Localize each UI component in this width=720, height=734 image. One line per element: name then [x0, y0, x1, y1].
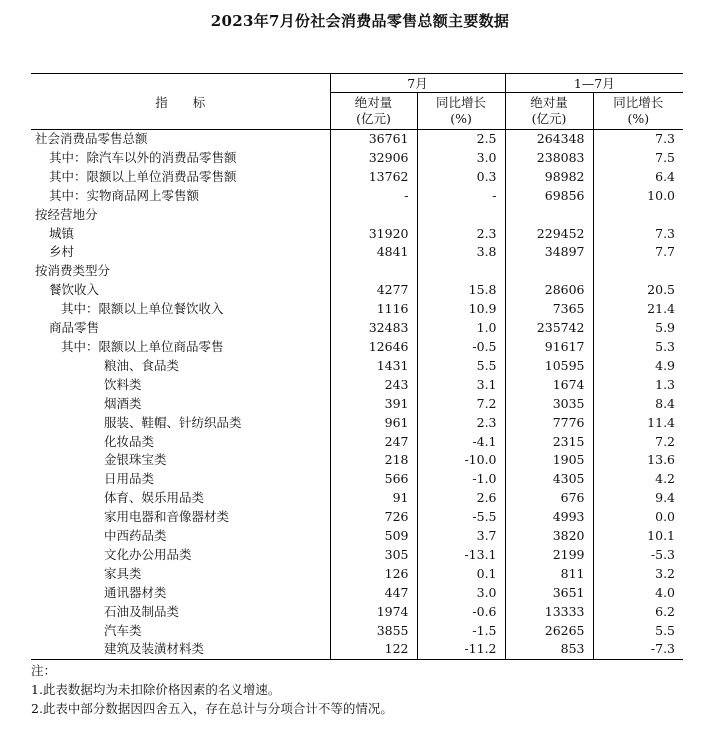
table-row: [31, 300, 683, 319]
table-row: [31, 414, 683, 433]
value-cell: 13762: [330, 168, 417, 187]
value-cell: 7.3: [593, 130, 683, 149]
table-row: [31, 319, 683, 338]
value-cell: 4841: [330, 243, 417, 262]
table-row: [31, 376, 683, 395]
value-cell: 3820: [505, 527, 593, 546]
value-cell: 3.7: [417, 527, 505, 546]
value-cell: 32906: [330, 149, 417, 168]
notes-heading: 注：: [31, 663, 57, 678]
value-cell: 91: [330, 489, 417, 508]
value-cell: [505, 262, 593, 281]
value-cell: 305: [330, 546, 417, 565]
value-cell: 235742: [505, 319, 593, 338]
value-cell: 34897: [505, 243, 593, 262]
value-cell: 238083: [505, 149, 593, 168]
value-cell: -7.3: [593, 640, 683, 659]
row-label: 饮料类: [104, 376, 142, 392]
value-cell: 1431: [330, 357, 417, 376]
value-cell: 566: [330, 470, 417, 489]
value-cell: 4.9: [593, 357, 683, 376]
value-cell: 243: [330, 376, 417, 395]
value-cell: 5.3: [593, 338, 683, 357]
table-row: [31, 149, 683, 168]
value-cell: 5.5: [593, 622, 683, 641]
col-abs-unit: (亿元): [531, 111, 567, 126]
row-label: 烟酒类: [104, 395, 142, 411]
value-cell: 218: [330, 451, 417, 470]
value-cell: 4305: [505, 470, 593, 489]
value-cell: 98982: [505, 168, 593, 187]
indicator-header-label: 指 标: [155, 94, 206, 110]
value-cell: 247: [330, 433, 417, 452]
value-cell: [417, 262, 505, 281]
value-cell: [593, 262, 683, 281]
row-label: 按消费类型分: [35, 263, 111, 279]
value-cell: 1674: [505, 376, 593, 395]
page-title: 2023年7月份社会消费品零售总额主要数据: [210, 12, 510, 30]
table-row: [31, 565, 683, 584]
group-july-header: 7月: [330, 74, 505, 93]
value-cell: 28606: [505, 281, 593, 300]
value-cell: 2199: [505, 546, 593, 565]
value-cell: 7.3: [593, 225, 683, 244]
value-cell: 4.0: [593, 584, 683, 603]
value-cell: 3855: [330, 622, 417, 641]
indicator-header: [31, 74, 330, 130]
value-cell: 2315: [505, 433, 593, 452]
value-cell: 7.7: [593, 243, 683, 262]
value-cell: 264348: [505, 130, 593, 149]
value-cell: 20.5: [593, 281, 683, 300]
value-cell: 676: [505, 489, 593, 508]
value-cell: 3035: [505, 395, 593, 414]
retail-sales-table: [31, 73, 683, 660]
table-row: [31, 622, 683, 641]
row-label: 通讯器材类: [104, 584, 167, 600]
table-row: [31, 168, 683, 187]
row-label: 餐饮收入: [49, 282, 100, 298]
row-label: 金银珠宝类: [104, 452, 167, 468]
col-abs-label: 绝对量: [530, 95, 568, 110]
notes-section: [31, 661, 393, 718]
table-row: [31, 225, 683, 244]
value-cell: 7365: [505, 300, 593, 319]
table-row: [31, 470, 683, 489]
col-growth-unit: (%): [627, 111, 650, 126]
value-cell: 31920: [330, 225, 417, 244]
value-cell: 3.0: [417, 584, 505, 603]
value-cell: 391: [330, 395, 417, 414]
value-cell: 0.1: [417, 565, 505, 584]
value-cell: -1.0: [417, 470, 505, 489]
value-cell: 1116: [330, 300, 417, 319]
value-cell: 0.3: [417, 168, 505, 187]
col-abs-label: 绝对量: [354, 95, 393, 110]
value-cell: 8.4: [593, 395, 683, 414]
table-row: [31, 489, 683, 508]
table-row: [31, 130, 683, 149]
value-cell: 1974: [330, 603, 417, 622]
value-cell: 9.4: [593, 489, 683, 508]
col-abs-unit: (亿元): [356, 111, 391, 126]
row-label: 其中：限额以上单位消费品零售额: [49, 168, 237, 184]
value-cell: 1.3: [593, 376, 683, 395]
table-row: [31, 262, 683, 281]
value-cell: 5.5: [417, 357, 505, 376]
row-label: 服装、鞋帽、针纺织品类: [104, 414, 242, 430]
value-cell: 36761: [330, 130, 417, 149]
row-label: 其中：限额以上单位商品零售: [61, 338, 224, 354]
value-cell: 7.5: [593, 149, 683, 168]
row-label: 文化办公用品类: [104, 546, 192, 562]
value-cell: [593, 206, 683, 225]
row-label: 乡村: [49, 244, 75, 260]
table-row: [31, 281, 683, 300]
value-cell: 0.0: [593, 508, 683, 527]
row-label: 其中：除汽车以外的消费品零售额: [49, 149, 237, 165]
value-cell: 1.0: [417, 319, 505, 338]
value-cell: 2.5: [417, 130, 505, 149]
value-cell: 6.2: [593, 603, 683, 622]
value-cell: 15.8: [417, 281, 505, 300]
value-cell: [330, 206, 417, 225]
table-row: [31, 206, 683, 225]
row-label: 日用品类: [104, 471, 155, 487]
value-cell: 2.3: [417, 225, 505, 244]
table-row: [31, 640, 683, 659]
value-cell: 11.4: [593, 414, 683, 433]
value-cell: -5.3: [593, 546, 683, 565]
value-cell: 3651: [505, 584, 593, 603]
value-cell: 91617: [505, 338, 593, 357]
row-label: 石油及制品类: [104, 603, 180, 619]
note-item: 2.此表中部分数据因四舍五入，存在总计与分项合计不等的情况。: [31, 701, 393, 716]
row-label: 社会消费品零售总额: [35, 131, 148, 146]
row-label: 商品零售: [49, 320, 100, 336]
value-cell: -4.1: [417, 433, 505, 452]
value-cell: -0.5: [417, 338, 505, 357]
value-cell: 853: [505, 640, 593, 659]
value-cell: [417, 206, 505, 225]
table-row: [31, 395, 683, 414]
value-cell: 3.1: [417, 376, 505, 395]
value-cell: 26265: [505, 622, 593, 641]
row-label: 粮油、食品类: [104, 357, 180, 373]
table-row: [31, 603, 683, 622]
value-cell: 811: [505, 565, 593, 584]
row-label: 汽车类: [104, 622, 142, 638]
value-cell: [505, 206, 593, 225]
table-row: [31, 357, 683, 376]
value-cell: 4277: [330, 281, 417, 300]
value-cell: 2.6: [417, 489, 505, 508]
row-label: 家具类: [104, 565, 142, 581]
value-cell: 7776: [505, 414, 593, 433]
row-label: 中西药品类: [104, 528, 167, 544]
value-cell: 509: [330, 527, 417, 546]
value-cell: 10595: [505, 357, 593, 376]
value-cell: 3.8: [417, 243, 505, 262]
row-label: 其中：实物商品网上零售额: [49, 187, 200, 203]
row-label: 体育、娱乐用品类: [104, 490, 205, 506]
value-cell: 10.9: [417, 300, 505, 319]
table-row: [31, 338, 683, 357]
col-growth-unit: (%): [450, 111, 472, 126]
table-row: [31, 584, 683, 603]
value-cell: 13.6: [593, 451, 683, 470]
value-cell: -13.1: [417, 546, 505, 565]
col-growth-ytd-header: [593, 93, 683, 130]
table-row: [31, 451, 683, 470]
col-growth-label: 同比增长: [613, 95, 664, 110]
row-label: 其中：限额以上单位餐饮收入: [61, 301, 224, 317]
note-item: 1.此表数据均为未扣除价格因素的名义增速。: [31, 682, 281, 697]
value-cell: 13333: [505, 603, 593, 622]
value-cell: [330, 262, 417, 281]
col-growth-label: 同比增长: [436, 95, 487, 110]
value-cell: 10.0: [593, 187, 683, 206]
table-row: [31, 508, 683, 527]
value-cell: 21.4: [593, 300, 683, 319]
table-row: [31, 527, 683, 546]
table-row: [31, 187, 683, 206]
table-row: [31, 546, 683, 565]
value-cell: 7.2: [417, 395, 505, 414]
value-cell: 961: [330, 414, 417, 433]
row-label: 城镇: [49, 225, 75, 241]
group-ytd-header: 1—7月: [505, 74, 683, 93]
row-label: 化妆品类: [104, 433, 155, 449]
value-cell: 122: [330, 640, 417, 659]
value-cell: 1905: [505, 451, 593, 470]
value-cell: 3.2: [593, 565, 683, 584]
value-cell: -11.2: [417, 640, 505, 659]
value-cell: -: [417, 187, 505, 206]
value-cell: 32483: [330, 319, 417, 338]
value-cell: 10.1: [593, 527, 683, 546]
value-cell: 229452: [505, 225, 593, 244]
value-cell: 12646: [330, 338, 417, 357]
value-cell: 7.2: [593, 433, 683, 452]
row-label: 建筑及装潢材料类: [31, 640, 330, 659]
value-cell: 126: [330, 565, 417, 584]
value-cell: 2.3: [417, 414, 505, 433]
col-abs-ytd-header: [505, 93, 593, 130]
table-row: [31, 243, 683, 262]
col-growth-july-header: [417, 93, 505, 130]
value-cell: 4.2: [593, 470, 683, 489]
value-cell: 3.0: [417, 149, 505, 168]
table-row: [31, 433, 683, 452]
value-cell: 726: [330, 508, 417, 527]
value-cell: 4993: [505, 508, 593, 527]
value-cell: -10.0: [417, 451, 505, 470]
col-abs-july-header: [330, 93, 417, 130]
value-cell: -: [330, 187, 417, 206]
value-cell: 5.9: [593, 319, 683, 338]
value-cell: 447: [330, 584, 417, 603]
row-label: 按经营地分: [35, 206, 98, 222]
row-label: 家用电器和音像器材类: [104, 509, 230, 525]
value-cell: -1.5: [417, 622, 505, 641]
value-cell: -0.6: [417, 603, 505, 622]
value-cell: -5.5: [417, 508, 505, 527]
value-cell: 6.4: [593, 168, 683, 187]
value-cell: 69856: [505, 187, 593, 206]
